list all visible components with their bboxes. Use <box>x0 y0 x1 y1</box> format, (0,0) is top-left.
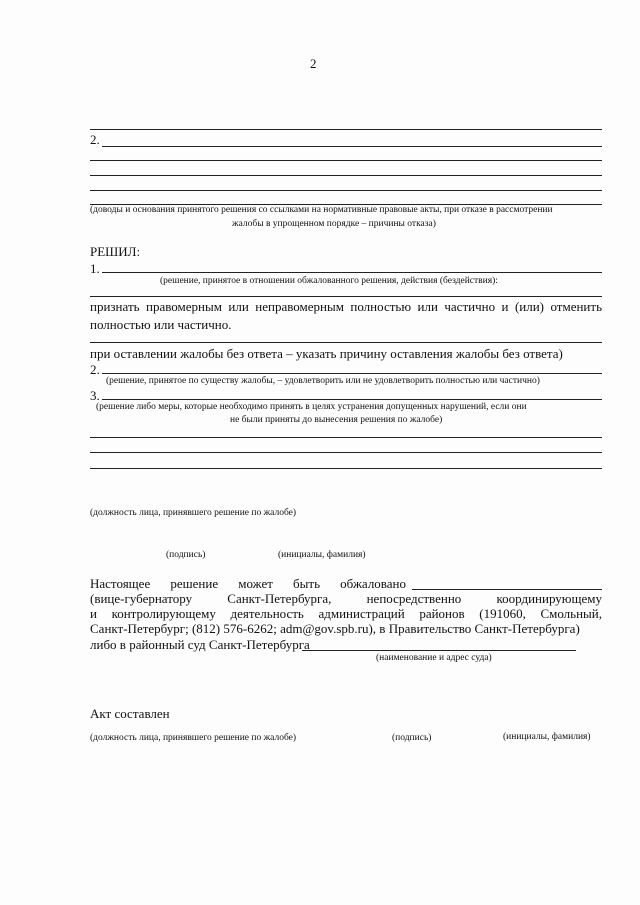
decision-text: признать правомерным или неправомерным полностью или частично и (или) отменить <box>90 299 602 314</box>
blank-line <box>102 399 602 400</box>
court-caption: (наименование и адрес суда) <box>376 653 492 663</box>
caption: (решение, принятое в отношении обжалованного решения, действия (бездействия): <box>160 276 498 286</box>
appeal-text: (вице-губернатору Санкт-Петербурга, непосредственно координирующему <box>90 591 602 606</box>
signature-caption: (подпись) <box>166 550 206 560</box>
blank-line <box>102 272 602 273</box>
blank-line <box>90 342 602 343</box>
item-number: 3. <box>90 388 100 403</box>
caption: (решение либо меры, которые необходимо принять в целях устранения допущенных нарушений, если они <box>96 402 527 412</box>
caption: не были приняты до вынесения решения по жалобе) <box>230 415 443 425</box>
caption: (доводы и основания принятого решения со ссылками на нормативные правовые акты, при отказе в рассмотрении <box>90 205 553 215</box>
blank-line <box>302 650 576 651</box>
appeal-text: Настоящее решение может быть обжаловано <box>90 576 406 591</box>
appeal-text: либо в районный суд Санкт-Петербурга <box>90 637 310 652</box>
signature-caption: (подпись) <box>392 733 432 743</box>
appeal-text: Санкт-Петербург; (812) 576-6262; adm@gov.spb.ru), в Правительство Санкт-Петербурга) <box>90 621 580 636</box>
blank-line <box>90 190 602 191</box>
page-number: 2 <box>310 56 317 71</box>
decision-heading: РЕШИЛ: <box>90 244 141 259</box>
blank-line <box>102 146 602 147</box>
blank-line <box>90 129 602 130</box>
item-number: 2. <box>90 132 100 147</box>
name-caption: (инициалы, фамилия) <box>278 550 366 560</box>
position-caption: (должность лица, принявшего решение по жалобе) <box>90 508 297 518</box>
caption: (решение, принятое по существу жалобы, – удовлетворить или не удовлетворить полностью или частично) <box>106 376 540 386</box>
decision-text: при оставлении жалобы без ответа – указать причину оставления жалобы без ответа) <box>90 346 563 361</box>
blank-line <box>90 437 602 438</box>
blank-line <box>90 296 602 297</box>
appeal-text: и контролирующему деятельность администраций районов (191060, Смольный, <box>90 606 602 621</box>
blank-line <box>90 452 602 453</box>
blank-line <box>90 160 602 161</box>
item-number: 2. <box>90 362 100 377</box>
caption: жалобы в упрощенном порядке – причины отказа) <box>232 219 436 229</box>
act-heading: Акт составлен <box>90 706 170 721</box>
decision-text: полностью или частично. <box>90 317 232 332</box>
name-caption: (инициалы, фамилия) <box>503 732 591 742</box>
blank-line <box>90 175 602 176</box>
position-caption: (должность лица, принявшего решение по жалобе) <box>90 733 297 743</box>
blank-line <box>412 589 602 590</box>
item-number: 1. <box>90 261 100 276</box>
blank-line <box>90 468 602 469</box>
blank-line <box>102 373 602 374</box>
